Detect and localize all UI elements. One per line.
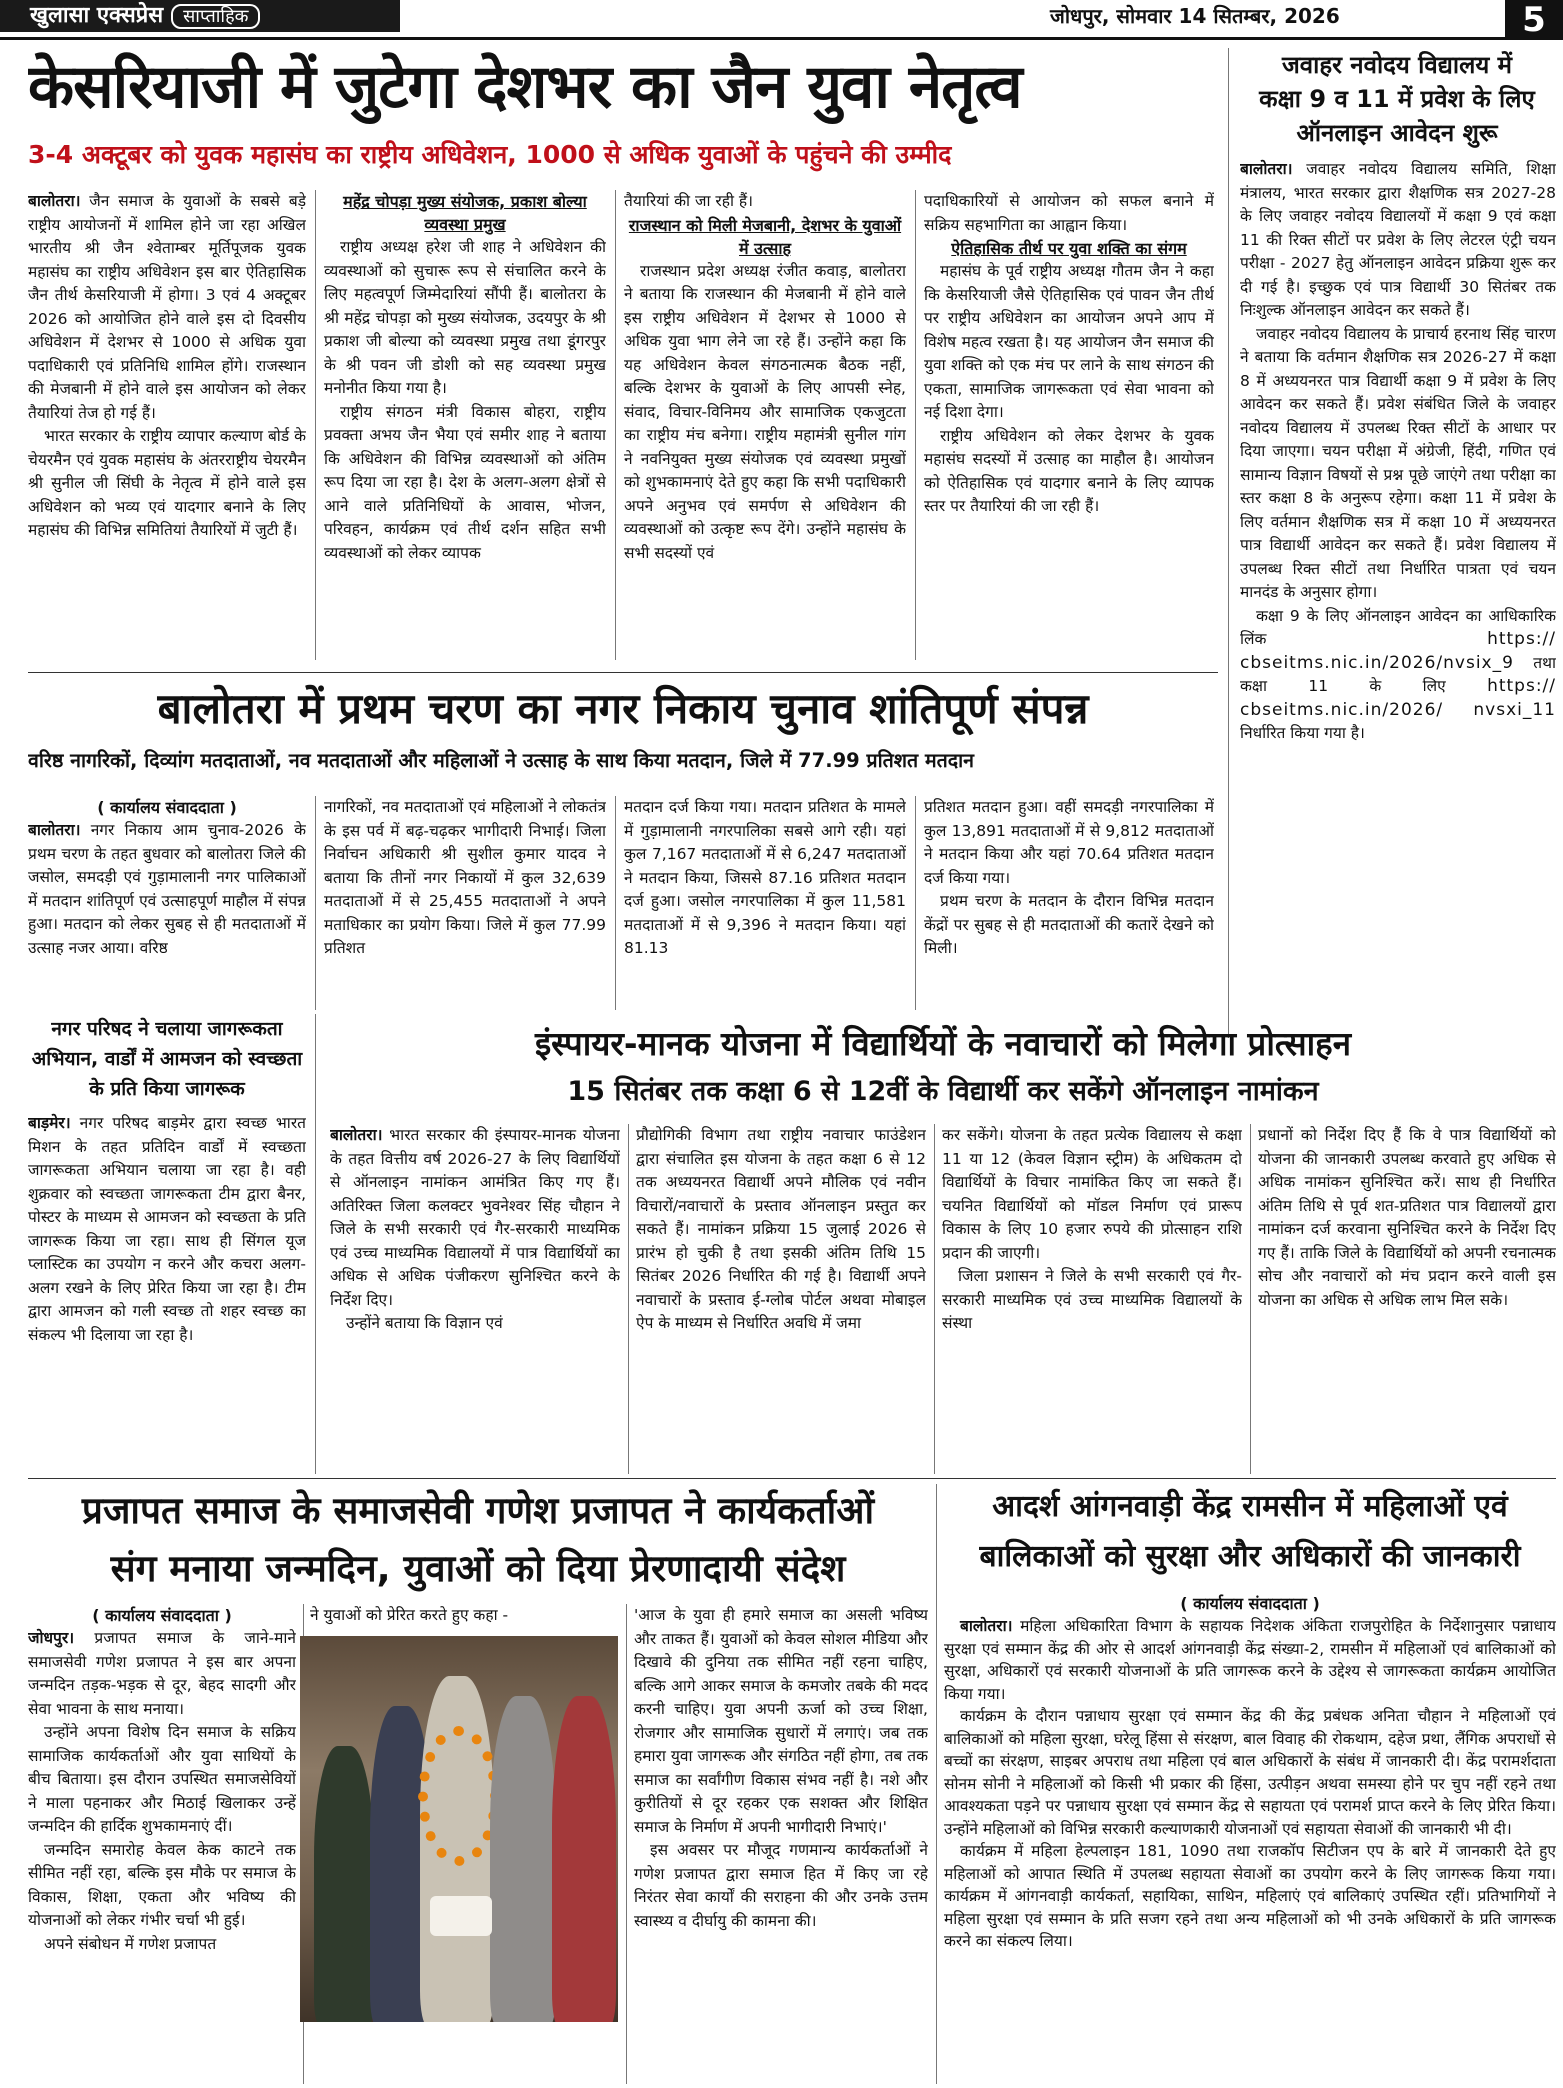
person-figure bbox=[552, 1696, 616, 2022]
inspire-para: प्रधानों को निर्देश दिए हैं कि वे पात्र विद्यार्थियों को योजना की जानकारी उपलब्ध करवाते हुए अधिक से अधिक नामांकन सुनिश्चित करें। साथ ही निर्धारित अंतिम तिथि से पूर्व शत-प्रतिशत पात्र विद्यालयों द्वारा नामांकन दर्ज करवाना सुनिश्चित करने के निर्देश दिए गए हैं। ताकि जिले के विद्यार्थियों को अपनी रचनात्मक सोच और नवाचारों को मंच प्रदान करने वाली इस योजना का अधिक से अधिक लाभ मिल सके। bbox=[1258, 1126, 1556, 1309]
column-rule bbox=[936, 1484, 937, 2084]
nvs-kicker: बालोतरा। bbox=[1240, 160, 1293, 178]
inspire-column-4 bbox=[1258, 1124, 1556, 1474]
story1-crosshead: ऐतिहासिक तीर्थ पर युवा शक्ति का संगम bbox=[951, 239, 1187, 258]
column-rule bbox=[315, 796, 316, 1010]
inspire-column-3 bbox=[942, 1124, 1242, 1474]
column-rule bbox=[1228, 48, 1229, 1038]
nvs-para: जवाहर नवोदय विद्यालय के प्राचार्य हरनाथ सिंह चारण ने बताया कि वर्तमान शैक्षणिक सत्र 2026-27 में कक्षा 8 में अध्ययनरत पात्र विद्यार्थी कक्षा 9 में प्रवेश के लिए आवेदन कर सकते हैं। प्रवेश संबंधित जिले के जवाहर नवोदय विद्यालय में उपलब्ध रिक्त सीटों के आधार पर दिया जाएगा। चयन परीक्षा में अंग्रेजी, हिंदी, गणित एवं सामान्य विज्ञान विषयों से प्रश्न पूछे जाएंगे तथा परीक्षा का स्तर कक्षा 8 के अनुरूप रहेगा। कक्षा 11 में प्रवेश के लिए वर्तमान शैक्षणिक सत्र में कक्षा 10 में अध्ययनरत पात्र विद्यार्थी आवेदन कर सकते हैं। प्रवेश विद्यालय में उपलब्ध रिक्त सीटों तथा निर्धारित पात्रता एवं चयन मानदंड के अनुसार होगा। bbox=[1240, 324, 1556, 601]
column-rule bbox=[626, 1604, 627, 2084]
swachh-para: नगर परिषद बाड़मेर द्वारा स्वच्छ भारत मिशन के तहत प्रतिदिन वार्डों में स्वच्छता जागरूकता अभियान चलाया जा रहा है। वही शुक्रवार को स्वच्छता जागरूकता टीम द्वारा बैनर, पोस्टर के माध्यम से आमजन को स्वच्छता के प्रति जागरूक किया जा रहा। साथ ही सिंगल यूज प्लास्टिक का उपयोग न करने और कचरा अलग-अलग रखने के लिए प्रेरित किया जा रहा है। टीम द्वारा आमजन को गली स्वच्छ तो शहर स्वच्छ का संकल्प भी दिलाया जा रहा है। bbox=[28, 1114, 306, 1344]
column-rule bbox=[1250, 1124, 1251, 1474]
nvs-headline-line: कक्षा 9 व 11 में प्रवेश के लिए bbox=[1259, 85, 1535, 113]
garland bbox=[418, 1726, 500, 1866]
person-figure bbox=[314, 1746, 374, 2022]
anganwadi-kicker: बालोतरा। bbox=[960, 1617, 1013, 1635]
election-para: प्रथम चरण के मतदान के दौरान विभिन्न मतदान केंद्रों पर सुबह से ही मतदाताओं की कतारें देखने को मिली। bbox=[924, 892, 1214, 957]
inspire-para: उन्होंने बताया कि विज्ञान एवं bbox=[346, 1314, 503, 1332]
nvs-para: निर्धारित किया गया है। bbox=[1240, 724, 1365, 742]
election-para: प्रतिशत मतदान हुआ। वहीं समदड़ी नगरपालिका में कुल 13,891 मतदाताओं में से 9,812 मतदाताओं ने मतदान किया और यहां 70.64 प्रतिशत मतदान दर्ज किया गया। bbox=[924, 798, 1214, 887]
story1-para: तैयारियां की जा रही हैं। bbox=[624, 192, 754, 210]
story1-para: पदाधिकारियों से आयोजन को सफल बनाने में सक्रिय सहभागिता का आह्वान किया। bbox=[924, 192, 1214, 234]
column-rule bbox=[615, 796, 616, 1010]
prajapat-para: अपने संबोधन में गणेश प्रजापत bbox=[44, 1934, 217, 1953]
column-rule bbox=[315, 190, 316, 660]
inspire-para: कर सकेंगे। योजना के तहत प्रत्येक विद्यालय से कक्षा 11 या 12 (केवल विज्ञान स्ट्रीम) के अधिकतम दो विद्यार्थियों के विचार नामांकित किए जा सकते हैं। चयनित विद्यार्थियों को मॉडल निर्माण एवं प्रारूप विकास के लिए 10 हजार रुपये की प्रोत्साहन राशि प्रदान की जाएगी। bbox=[942, 1126, 1242, 1262]
inspire-column-1 bbox=[330, 1124, 620, 1474]
prajapat-column-2-top bbox=[310, 1604, 610, 1634]
column-rule bbox=[615, 190, 616, 660]
election-subhead: वरिष्ठ नागरिकों, दिव्यांग मतदाताओं, नव मतदाताओं और महिलाओं ने उत्साह के साथ किया मतदान, जिले में 77.99 प्रतिशत मतदान bbox=[28, 749, 974, 772]
election-para: नगर निकाय आम चुनाव-2026 के प्रथम चरण के तहत बुधवार को बालोतरा जिले की जसोल, समदड़ी एवं गुड़ामालानी नगर पालिकाओं में मतदान शांतिपूर्ण एवं उत्साहपूर्ण माहौल में संपन्न हुआ। मतदान को लेकर सुबह से ही मतदाताओं में उत्साह नजर आया। वरिष्ठ bbox=[28, 821, 306, 957]
swachh-kicker: बाड़मेर। bbox=[28, 1114, 71, 1132]
anganwadi-para: कार्यक्रम में महिला हेल्पलाइन 181, 1090 तथा राजकॉप सिटीजन एप के बारे में जानकारी देते हुए महिलाओं को आपात स्थिति में उपलब्ध सहायता सेवाओं का उपयोग करने के लिए जागरूक किया गया। कार्यक्रम में आंगनवाड़ी कार्यकर्ता, सहायिका, साथिन, महिलाएं एवं बालिकाएं उपस्थित रहीं। प्रतिभागियों ने महिला सुरक्षा एवं सम्मान के प्रति सजग रहने तथा अन्य महिलाओं को भी उनके अधिकारों के प्रति जागरूक करने का संकल्प लिया। bbox=[944, 1842, 1556, 1950]
prajapat-quote: 'आज के युवा ही हमारे समाज का असली भविष्य और ताकत हैं। युवाओं को केवल सोशल मीडिया और दिखावे की दुनिया तक सीमित नहीं रहना चाहिए, बल्कि आगे आकर समाज के कमजोर तबके की मदद करनी चाहिए। युवा अपनी ऊर्जा को उच्च शिक्षा, रोजगार और सामाजिक सुधारों में लगाएं। जब तक हमारा युवा जागरूक और संगठित नहीं होगा, तब तक समाज का सर्वांगीण विकास संभव नहीं है। नशे और कुरीतियों से दूर रहकर एक सशक्त और शिक्षित समाज के निर्माण में अपनी भागीदारी निभाएं।' bbox=[634, 1606, 928, 1836]
column-rule bbox=[915, 190, 916, 660]
story1-crosshead: महेंद्र चोपड़ा मुख्य संयोजक, प्रकाश बोल्या व्यवस्था प्रमुख bbox=[343, 192, 587, 234]
election-headline: बालोतरा में प्रथम चरण का नगर निकाय चुनाव शांतिपूर्ण संपन्न bbox=[157, 684, 1089, 733]
inspire-kicker: बालोतरा। bbox=[330, 1126, 383, 1144]
column-rule bbox=[934, 1124, 935, 1474]
nvs-headline bbox=[1238, 48, 1556, 150]
nvs-headline-line: जवाहर नवोदय विद्यालय में bbox=[1282, 51, 1512, 79]
election-para: नागरिकों, नव मतदाताओं एवं महिलाओं ने लोकतंत्र के इस पर्व में बढ़-चढ़कर भागीदारी निभाई। जिला निर्वाचन अधिकारी श्री सुशील कुमार यादव ने बताया कि तीनों नगर निकायों में कुल 32,639 मतदाताओं में से 25,455 मतदाताओं ने अपने मताधिकार का प्रयोग किया। जिले में कुल 77.99 प्रतिशत bbox=[324, 798, 606, 957]
election-column-3 bbox=[624, 796, 906, 1010]
story1-kicker: बालोतरा। bbox=[28, 192, 81, 210]
story1-crosshead: राजस्थान को मिली मेजबानी, देशभर के युवाओं में उत्साह bbox=[628, 215, 902, 258]
election-column-1 bbox=[28, 796, 306, 1010]
story1-headline: केसरियाजी में जुटेगा देशभर का जैन युवा नेतृत्व bbox=[28, 52, 1022, 122]
anganwadi-byline: ( कार्यालय संवाददाता ) bbox=[1180, 1594, 1320, 1613]
nvs-headline-line: ऑनलाइन आवेदन शुरू bbox=[1296, 119, 1498, 147]
dateline: जोधपुर, सोमवार 14 सितम्बर, 2026 bbox=[1050, 4, 1340, 28]
story1-column-1 bbox=[28, 190, 306, 660]
prajapat-para: प्रजापत समाज के जाने-माने समाजसेवी गणेश प्रजापत ने इस बार अपना जन्मदिन तड़क-भड़क से दूर, बेहद सादगी और सेवा भावना के साथ मनाया। bbox=[28, 1629, 296, 1718]
edition-badge: साप्ताहिक bbox=[171, 4, 260, 29]
column-rule bbox=[628, 1124, 629, 1474]
prajapat-para: इस अवसर पर मौजूद गणमान्य कार्यकर्ताओं ने गणेश प्रजापत द्वारा समाज हित में किए जा रहे निरंतर सेवा कार्यों की सराहना की और उनके उत्तम स्वास्थ्य व दीर्घायु की कामना की। bbox=[634, 1841, 928, 1930]
story1-column-2 bbox=[324, 190, 606, 660]
election-byline: ( कार्यालय संवाददाता ) bbox=[97, 798, 237, 817]
page-number: 5 bbox=[1505, 0, 1563, 40]
column-rule bbox=[315, 1014, 316, 1474]
prajapat-column-1 bbox=[28, 1604, 296, 2084]
election-kicker: बालोतरा। bbox=[28, 821, 81, 839]
prajapat-headline-line-2: संग मनाया जन्मदिन, युवाओं को दिया प्रेरणादायी संदेश bbox=[110, 1547, 846, 1590]
story1-para: राजस्थान प्रदेश अध्यक्ष रंजीत कवाड़, बालोतरा ने बताया कि राजस्थान की मेजबानी में होने वाले इस राष्ट्रीय अधिवेशन में देशभर से 1000 से अधिक युवा भाग लेने जा रहे हैं। उन्होंने कहा कि यह अधिवेशन केवल संगठनात्मक बैठक नहीं, बल्कि देशभर के युवाओं के लिए आपसी स्नेह, संवाद, विचार-विनिमय और सामाजिक एकजुटता का राष्ट्रीय मंच बनेगा। राष्ट्रीय महामंत्री सुनील गांग ने नवनियुक्त मुख्य संयोजक एवं व्यवस्था प्रमुखों को शुभकामनाएं देते हुए कहा कि सभी पदाधिकारी अपने अनुभव एवं समर्पण से अधिवेशन की व्यवस्थाओं को उत्कृष्ट रूप देंगे। उन्होंने महासंघ के सभी सदस्यों एवं bbox=[624, 261, 906, 562]
nvs-para: जवाहर नवोदय विद्यालय समिति, शिक्षा मंत्रालय, भारत सरकार द्वारा शैक्षणिक सत्र 2027-28 के लिए जवाहर नवोदय विद्यालयों में कक्षा 9 एवं कक्षा 11 की रिक्त सीटों पर प्रवेश के लिए लेटरल एंट्री चयन परीक्षा - 2027 हेतु ऑनलाइन आवेदन प्रक्रिया शुरू कर दी गई है। इच्छुक एवं पात्र विद्यार्थी 30 सितंबर तक निःशुल्क ऑनलाइन आवेदन कर सकते हैं। bbox=[1240, 160, 1556, 319]
section-rule bbox=[28, 1478, 1556, 1479]
nvs-para: कक्षा 9 के लिए ऑनलाइन आवेदन का आधिकारिक लिंक bbox=[1240, 606, 1556, 648]
story1-para: जैन समाज के युवाओं के सबसे बड़े राष्ट्रीय आयोजनों में शामिल होने जा रहा अखिल भारतीय श्री जैन श्वेताम्बर मूर्तिपूजक युवक महासंघ का राष्ट्रीय अधिवेशन इस बार ऐतिहासिक जैन तीर्थ केसरियाजी में होगा। 3 एवं 4 अक्टूबर 2026 को आयोजित होने वाले इस दो दिवसीय अधिवेशन में देशभर से 1000 से अधिक युवा पदाधिकारी एवं प्रतिनिधि शामिल होंगे। राजस्थान की मेजबानी में होने वाले इस आयोजन को लेकर तैयारियां तेज हो गई हैं। bbox=[28, 192, 306, 422]
inspire-para: भारत सरकार की इंस्पायर-मानक योजना के तहत वित्तीय वर्ष 2026-27 के लिए विद्यार्थियों से ऑनलाइन नामांकन आमंत्रित किए गए हैं। अतिरिक्त जिला कलक्टर भुवनेश्वर सिंह चौहान ने जिले के सभी सरकारी एवं गैर-सरकारी माध्यमिक एवं उच्च माध्यमिक विद्यालयों में पात्र विद्यार्थियों का अधिक से अधिक पंजीकरण सुनिश्चित करने के निर्देश दिए। bbox=[330, 1126, 620, 1309]
anganwadi-para: महिला अधिकारिता विभाग के सहायक निदेशक अंकिता राजपुरोहित के निर्देशानुसार पन्नाधाय सुरक्षा एवं सम्मान केंद्र की ओर से आदर्श आंगनवाड़ी केंद्र संख्या-2, रामसीन में महिलाओं एवं बालिकाओं को सुरक्षा, अधिकारों एवं सरकारी योजनाओं के प्रति जागरूक करने के उद्देश्य से जागरूकता कार्यक्रम आयोजित किया गया। bbox=[944, 1617, 1556, 1703]
election-column-4 bbox=[924, 796, 1214, 1010]
story1-para: राष्ट्रीय अध्यक्ष हरेश जी शाह ने अधिवेशन की व्यवस्थाओं को सुचारू रूप से संचालित करने के लिए महत्वपूर्ण जिम्मेदारियां सौंपी हैं। बालोतरा के श्री महेंद्र चोपड़ा को मुख्य संयोजक, उदयपुर के श्री प्रकाश जी बोल्या को व्यवस्था प्रमुख तथा डूंगरपुर के श्री पवन जी डोशी को सह व्यवस्था प्रमुख मनोनीत किया गया है। bbox=[324, 238, 606, 397]
swachh-headline: नगर परिषद ने चलाया जागरूकता अभियान, वार्डों में आमजन को स्वच्छता के प्रति किया जागरूक bbox=[31, 1018, 303, 1100]
anganwadi-para: कार्यक्रम के दौरान पन्नाधाय सुरक्षा एवं सम्मान केंद्र की केंद्र प्रबंधक अनिता चौहान ने महिलाओं एवं बालिकाओं को महिला सुरक्षा, घरेलू हिंसा से संरक्षण, बाल विवाह की रोकथाम, दहेज प्रथा, लैंगिक अपराधों से बच्चों का संरक्षण, साइबर अपराध तथा महिला एवं बाल अधिकारों के संबंध में जानकारी दी। केंद्र परामर्शदाता सोनम सोनी ने महिलाओं को किसी भी प्रकार की हिंसा, उत्पीड़न अथवा समस्या होने पर चुप नहीं रहने तथा आवश्यकता पड़ने पर पन्नाधाय सुरक्षा एवं सम्मान केंद्र से सहायता एवं परामर्श प्राप्त करने के लिए प्रेरित किया। उन्होंने महिलाओं को विभिन्न सरकारी कल्याणकारी योजनाओं एवं सहायता सेवाओं की जानकारी भी दी। bbox=[944, 1707, 1556, 1838]
prajapat-para: उन्होंने अपना विशेष दिन समाज के सक्रिय सामाजिक कार्यकर्ताओं और युवा साथियों के बीच बिताया। इस दौरान उपस्थित समाजसेवियों ने माला पहनाकर और मिठाई खिलाकर उन्हें जन्मदिन की हार्दिक शुभकामनाएं दीं। bbox=[28, 1723, 296, 1835]
anganwadi-body bbox=[944, 1592, 1556, 2084]
story1-column-3 bbox=[624, 190, 906, 660]
anganwadi-headline-line-2: बालिकाओं को सुरक्षा और अधिकारों की जानकारी bbox=[979, 1539, 1521, 1574]
prajapat-headline-line-1: प्रजापत समाज के समाजसेवी गणेश प्रजापत ने कार्यकर्ताओं bbox=[81, 1489, 875, 1532]
election-para: मतदान दर्ज किया गया। मतदान प्रतिशत के मामले में गुड़ामालानी नगरपालिका सबसे आगे रही। यहां कुल 7,167 मतदाताओं में से 6,247 मतदाताओं ने मतदान किया, जिससे 87.16 प्रतिशत मतदान दर्ज हुआ। जसोल नगरपालिका में कुल 11,581 मतदाताओं में से 9,396 ने मतदान किया। यहां 81.13 bbox=[624, 798, 906, 957]
masthead bbox=[0, 0, 1563, 40]
story1-column-4 bbox=[924, 190, 1214, 660]
nvs-body bbox=[1240, 158, 1556, 1038]
person-figure bbox=[490, 1696, 556, 2022]
newspaper-logo: खुलासा एक्सप्रेस साप्ताहिक bbox=[0, 0, 400, 32]
prajapat-column-3 bbox=[634, 1604, 928, 2084]
story1-para: महासंघ के पूर्व राष्ट्रीय अध्यक्ष गौतम जैन ने कहा कि केसरियाजी जैसे ऐतिहासिक एवं पावन जैन तीर्थ पर राष्ट्रीय अधिवेशन का आयोजन अपने आप में विशेष महत्व रखता है। यह आयोजन जैन समाज की युवा शक्ति को एक मंच पर लाने के साथ संगठन की एकता, सामाजिक जागरूकता एवं सेवा भावना को नई दिशा देगा। bbox=[924, 262, 1214, 421]
section-rule bbox=[28, 672, 1218, 673]
nvs-link-class9[interactable]: https:// cbseitms.nic.in/2026/nvsix_9 bbox=[1240, 629, 1556, 673]
story1-para: भारत सरकार के राष्ट्रीय व्यापार कल्याण बोर्ड के चेयरमैन एवं युवक महासंघ के अंतरराष्ट्रीय चेयरमैन श्री सुनील जी सिंघी के नेतृत्व में होने वाले इस अधिवेशन को भव्य एवं यादगार बनाने के लिए महासंघ की विभिन्न समितियां तैयारियों में जुटी हैं। bbox=[28, 427, 306, 539]
prajapat-para: ने युवाओं को प्रेरित करते हुए कहा - bbox=[310, 1606, 509, 1624]
story1-subhead: 3-4 अक्टूबर को युवक महासंघ का राष्ट्रीय अधिवेशन, 1000 से अधिक युवाओं के पहुंचने की उम्मीद bbox=[28, 140, 952, 169]
inspire-para: प्रौद्योगिकी विभाग तथा राष्ट्रीय नवाचार फाउंडेशन द्वारा संचालित इस योजना के तहत कक्षा 6 से 12 तक अध्ययनरत विद्यार्थी अपने मौलिक एवं नवीन विचारों/नवाचारों के प्रस्ताव ऑनलाइन प्रस्तुत कर सकते हैं। नामांकन प्रक्रिया 15 जुलाई 2026 से प्रारंभ हो चुकी है तथा इसकी अंतिम तिथि 15 सितंबर 2026 निर्धारित की गई है। विद्यार्थी अपने नवाचारों के प्रस्ताव ई-ग्लोब पोर्टल अथवा मोबाइल ऐप के माध्यम से निर्धारित अवधि में जमा bbox=[636, 1126, 926, 1332]
prajapat-kicker: जोधपुर। bbox=[28, 1629, 75, 1647]
inspire-para: जिला प्रशासन ने जिले के सभी सरकारी एवं गैर-सरकारी माध्यमिक एवं उच्च माध्यमिक विद्यालयों के संस्था bbox=[942, 1267, 1242, 1332]
column-rule bbox=[915, 796, 916, 1010]
swachh-body bbox=[28, 1112, 306, 1472]
inspire-headline: इंस्पायर-मानक योजना में विद्यार्थियों के नवाचारों को मिलेगा प्रोत्साहन bbox=[534, 1024, 1352, 1063]
story1-para: राष्ट्रीय संगठन मंत्री विकास बोहरा, राष्ट्रीय प्रवक्ता अभय जैन भैया एवं समीर शाह ने बताया कि अधिवेशन की विभिन्न व्यवस्थाओं को अंतिम रूप दिया जा रहा है। देश के अलग-अलग क्षेत्रों से आने वाले प्रतिनिधियों के आवास, भोजन, परिवहन, कार्यक्रम एवं तीर्थ दर्शन सहित सभी व्यवस्थाओं को लेकर व्यापक bbox=[324, 402, 606, 562]
inspire-column-2 bbox=[636, 1124, 926, 1474]
nvs-para: तथा कक्षा 11 के लिए bbox=[1240, 653, 1556, 695]
prajapat-byline: ( कार्यालय संवाददाता ) bbox=[92, 1606, 232, 1625]
birthday-photo bbox=[300, 1636, 618, 2022]
swachh-headline-box bbox=[28, 1014, 306, 1104]
inspire-subhead: 15 सितंबर तक कक्षा 6 से 12वीं के विद्यार्थी कर सकेंगे ऑनलाइन नामांकन bbox=[567, 1076, 1319, 1107]
story1-para: राष्ट्रीय अधिवेशन को लेकर देशभर के युवक महासंघ सदस्यों में उत्साह का माहौल है। आयोजन को ऐतिहासिक एवं यादगार बनाने के लिए व्यापक स्तर पर तैयारियां की जा रही हैं। bbox=[924, 426, 1214, 515]
nvs-link-class11[interactable]: https:// cbseitms.nic.in/2026/ nvsxi_11 bbox=[1240, 676, 1556, 720]
anganwadi-headline-line-1: आदर्श आंगनवाड़ी केंद्र रामसीन में महिलाओं एवं bbox=[992, 1489, 1508, 1524]
prajapat-para: जन्मदिन समारोह केवल केक काटने तक सीमित नहीं रहा, बल्कि इस मौके पर समाज के विकास, शिक्षा, एकता और भविष्य की योजनाओं को लेकर गंभीर चर्चा भी हुई। bbox=[28, 1840, 296, 1929]
election-column-2 bbox=[324, 796, 606, 1010]
cake bbox=[430, 1896, 492, 1936]
